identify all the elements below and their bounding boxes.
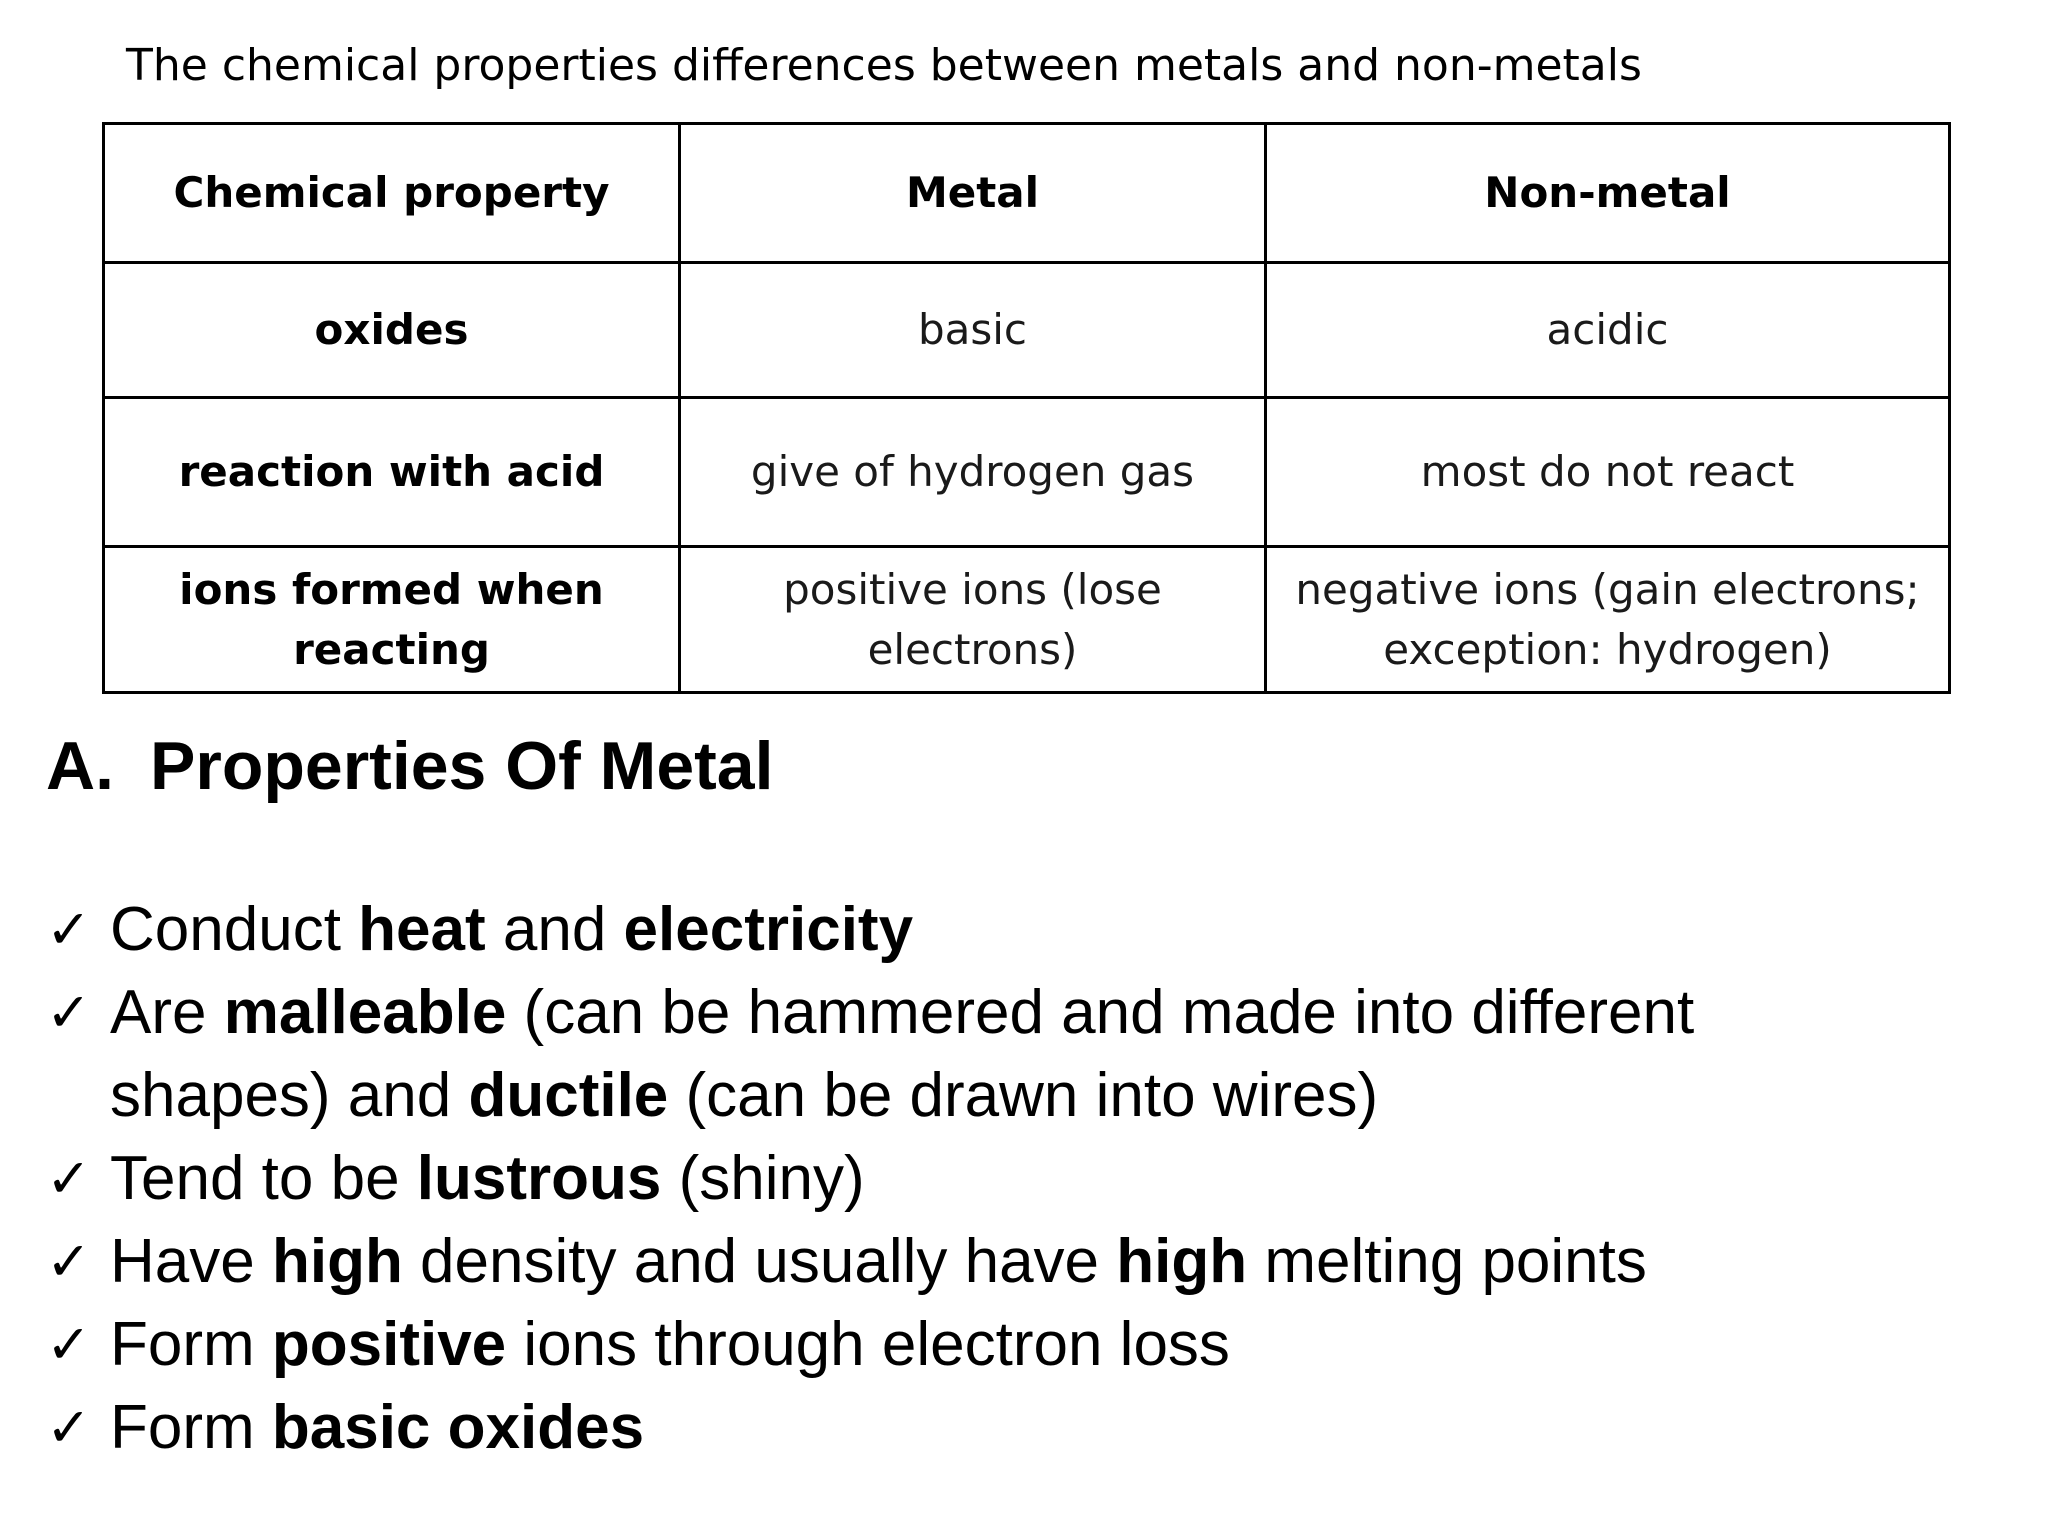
bullet-bold: lustrous xyxy=(416,1144,662,1213)
bullet-text: shapes) and xyxy=(110,1061,469,1130)
header-metal: Metal xyxy=(680,124,1266,263)
properties-table xyxy=(102,122,1951,694)
bullet-bold: positive xyxy=(271,1310,507,1379)
bullet-text: Form xyxy=(110,1393,272,1462)
bullet-bold: ductile xyxy=(468,1061,669,1130)
header-non-metal: Non-metal xyxy=(1266,124,1950,263)
row-label-ions-formed: ions formed when reacting xyxy=(104,547,680,693)
row-label-reaction-with-acid: reaction with acid xyxy=(104,398,680,547)
bullet-bold: basic oxides xyxy=(271,1393,645,1462)
cell-non-metal-reaction: most do not react xyxy=(1266,398,1950,547)
bullet-text: Conduct xyxy=(110,895,359,964)
checkmark-icon: ✓ xyxy=(46,981,92,1044)
table-row xyxy=(104,547,1950,693)
cell-metal-reaction: give of hydrogen gas xyxy=(680,398,1266,547)
checkmark-icon: ✓ xyxy=(46,1396,92,1459)
header-chemical-property: Chemical property xyxy=(104,124,680,263)
bullet-bold: high xyxy=(1116,1227,1248,1296)
bullet-bold: electricity xyxy=(623,895,914,964)
cell-non-metal-ions: negative ions (gain electrons; exception: hydrogen) xyxy=(1266,547,1950,693)
bullet-bold: malleable xyxy=(223,978,507,1047)
bullet-text: (can be hammered and made into different xyxy=(506,978,1695,1047)
table-row xyxy=(104,398,1950,547)
list-item xyxy=(46,1220,1946,1303)
metal-properties-list xyxy=(46,888,1946,1469)
list-item xyxy=(46,1303,1946,1386)
table-caption: The chemical properties differences between metals and non-metals xyxy=(126,40,1642,91)
bullet-text: (can be drawn into wires) xyxy=(668,1061,1379,1130)
bullet-text: Tend to be xyxy=(110,1144,417,1213)
cell-metal-oxides: basic xyxy=(680,263,1266,398)
row-label-oxides: oxides xyxy=(104,263,680,398)
list-item xyxy=(46,1386,1946,1469)
bullet-text: Have xyxy=(110,1227,272,1296)
checkmark-icon: ✓ xyxy=(46,1230,92,1293)
section-title-text: Properties Of Metal xyxy=(150,728,774,804)
bullet-text: ions through electron loss xyxy=(506,1310,1230,1379)
bullet-bold: high xyxy=(271,1227,403,1296)
list-item xyxy=(46,1137,1946,1220)
checkmark-icon: ✓ xyxy=(46,1147,92,1210)
bullet-text: Form xyxy=(110,1310,272,1379)
bullet-text: density and usually have xyxy=(402,1227,1117,1296)
list-item xyxy=(46,888,1946,971)
checkmark-icon: ✓ xyxy=(46,898,92,961)
bullet-text: (shiny) xyxy=(661,1144,865,1213)
section-letter: A. xyxy=(46,728,114,804)
cell-metal-ions: positive ions (lose electrons) xyxy=(680,547,1266,693)
table-row xyxy=(104,263,1950,398)
checkmark-icon: ✓ xyxy=(46,1313,92,1376)
table-header-row xyxy=(104,124,1950,263)
section-heading xyxy=(46,726,774,806)
bullet-text: Are xyxy=(110,978,224,1047)
cell-non-metal-oxides: acidic xyxy=(1266,263,1950,398)
bullet-text: melting points xyxy=(1247,1227,1647,1296)
list-item xyxy=(46,971,1946,1137)
bullet-text: and xyxy=(485,895,624,964)
bullet-bold: heat xyxy=(358,895,486,964)
